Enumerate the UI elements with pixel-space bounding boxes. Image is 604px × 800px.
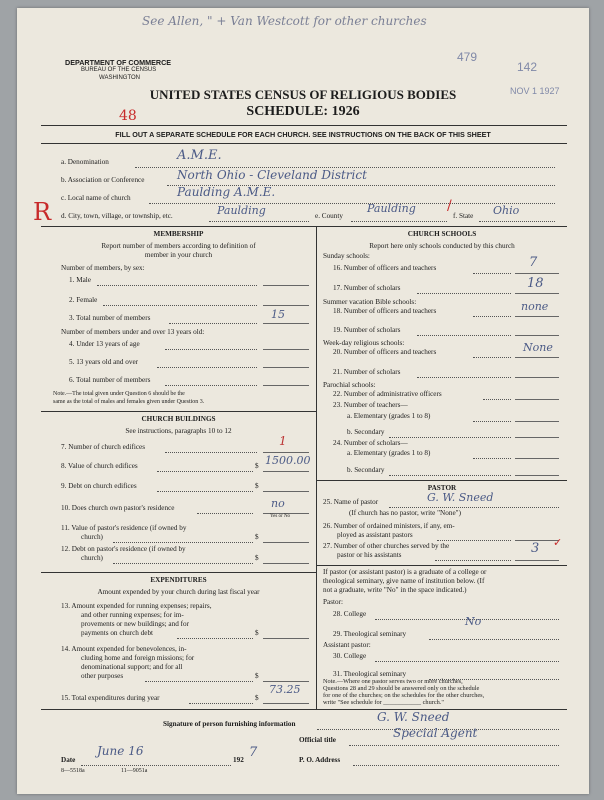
q25-value[interactable]: G. W. Sneed bbox=[427, 491, 494, 504]
official-title-label: Official title bbox=[299, 736, 336, 744]
q22-label: 22. Number of administrative officers bbox=[333, 390, 442, 398]
q3-total-value[interactable]: 15 bbox=[271, 308, 285, 321]
pastor-note-2: Questions 28 and 29 should be answered only on the schedule bbox=[323, 685, 480, 692]
q25-label: 25. Name of pastor bbox=[323, 498, 379, 506]
q7-edifices-label: 7. Number of church edifices bbox=[61, 443, 146, 451]
q11-label-1: 11. Value of pastor's residence (if owned by bbox=[61, 524, 187, 532]
q29-label: 29. Theological seminary bbox=[333, 630, 407, 638]
number-142: 142 bbox=[517, 60, 538, 74]
bureau-name: BUREAU OF THE CENSUS bbox=[81, 67, 157, 73]
q12-label-2: church) bbox=[81, 554, 103, 562]
department-name: DEPARTMENT OF COMMERCE bbox=[65, 58, 172, 67]
q16-label: 16. Number of officers and teachers bbox=[333, 264, 437, 272]
denomination-label: a. Denomination bbox=[61, 158, 109, 166]
form-title: UNITED STATES CENSUS OF RELIGIOUS BODIES bbox=[149, 87, 457, 102]
form-subtitle: SCHEDULE: 1926 bbox=[246, 104, 360, 119]
date-received-stamp: NOV 1 1927 bbox=[510, 86, 560, 96]
county-label: e. County bbox=[315, 212, 343, 220]
q24-label: 24. Number of scholars— bbox=[333, 439, 408, 447]
graduate-instruction-2: theological seminary, give name of institution below. (If bbox=[323, 577, 485, 585]
expenditures-intro: Amount expended by your church during last fiscal year bbox=[97, 588, 260, 596]
number-479: 479 bbox=[457, 50, 478, 64]
schools-heading: CHURCH SCHOOLS bbox=[407, 230, 477, 238]
q23-label: 23. Number of teachers— bbox=[333, 401, 408, 409]
county-value[interactable]: Paulding bbox=[367, 202, 416, 215]
schools-intro: Report here only schools conducted by this church bbox=[369, 242, 515, 250]
official-title-value[interactable]: Special Agent bbox=[393, 726, 478, 740]
q10-residence-label: 10. Does church own pastor's residence bbox=[61, 504, 175, 512]
year-digit[interactable]: 7 bbox=[249, 745, 258, 760]
top-scribble-note: See Allen, " + Van Westcott for other churches bbox=[142, 14, 427, 28]
q14-label-2: cluding home and foreign missions; for bbox=[81, 654, 195, 662]
form-code-2: 11—9051a bbox=[121, 768, 148, 774]
q1-male-label: 1. Male bbox=[69, 276, 91, 284]
q12-label-1: 12. Debt on pastor's residence (if owned by bbox=[61, 545, 186, 553]
q31-label: 31. Theological seminary bbox=[333, 670, 407, 678]
city-value[interactable]: Paulding bbox=[217, 204, 266, 217]
weekday-schools-label: Week-day religious schools: bbox=[323, 339, 405, 347]
q14-label-1: 14. Amount expended for benevolences, in- bbox=[61, 645, 187, 653]
membership-intro-1: Report number of members according to definition of bbox=[101, 242, 256, 250]
pastor-note-4: write "See schedule for ____________ church." bbox=[323, 699, 444, 706]
po-address-label: P. O. Address bbox=[299, 756, 341, 764]
membership-intro-2: member in your church bbox=[144, 251, 213, 259]
q26-label-1: 26. Number of ordained ministers, if any, em- bbox=[323, 522, 455, 530]
q17-value[interactable]: 18 bbox=[527, 276, 544, 291]
form-code-1: 8—5518a bbox=[61, 768, 85, 774]
q29-value[interactable]: No bbox=[465, 615, 482, 628]
yes-no-hint: Yes or No bbox=[270, 514, 291, 519]
city-name: WASHINGTON bbox=[99, 75, 141, 81]
date-value[interactable]: June 16 bbox=[97, 744, 144, 758]
q9-debt-label: 9. Debt on church edifices bbox=[61, 482, 137, 490]
q24a-label: a. Elementary (grades 1 to 8) bbox=[347, 449, 431, 457]
q10-residence-value[interactable]: no bbox=[271, 497, 285, 510]
association-label: b. Association or Conference bbox=[61, 176, 145, 184]
q23a-label: a. Elementary (grades 1 to 8) bbox=[347, 412, 431, 420]
q30-label: 30. College bbox=[333, 652, 367, 660]
q13-label-4: payments on church debt bbox=[81, 629, 154, 637]
q13-label-2: and other running expenses; for im- bbox=[81, 611, 184, 619]
q11-label-2: church) bbox=[81, 533, 103, 541]
q18-value[interactable]: none bbox=[521, 300, 549, 313]
q19-label: 19. Number of scholars bbox=[333, 326, 401, 334]
q18-label: 18. Number of officers and teachers bbox=[333, 307, 437, 315]
q25-note: (If church has no pastor, write "None") bbox=[349, 509, 461, 517]
members-by-age-label: Number of members under and over 13 years old: bbox=[61, 328, 205, 336]
q26-label-2: ployed as assistant pastors bbox=[337, 531, 413, 539]
q15-total-label: 15. Total expenditures during year bbox=[61, 694, 160, 702]
city-label: d. City, town, village, or township, etc. bbox=[61, 212, 173, 220]
signature-label: Signature of person furnishing information bbox=[163, 720, 296, 728]
q6-total-label: 6. Total number of members bbox=[69, 376, 151, 384]
q27-label-1: 27. Number of other churches served by the bbox=[323, 542, 450, 550]
q23b-label: b. Secondary bbox=[347, 428, 385, 436]
q4-under13-label: 4. Under 13 years of age bbox=[69, 340, 140, 348]
q13-label-3: provements or new buildings; and for bbox=[81, 620, 189, 628]
pastor-heading: PASTOR bbox=[427, 484, 457, 492]
q27-value[interactable]: 3 bbox=[531, 541, 540, 556]
assistant-subheading: Assistant pastor: bbox=[323, 641, 371, 649]
q8-value-value[interactable]: 1500.00 bbox=[265, 454, 311, 467]
summer-schools-label: Summer vacation Bible schools: bbox=[323, 298, 417, 306]
q27-label-2: pastor or his assistants bbox=[337, 551, 402, 559]
denomination-value[interactable]: A.M.E. bbox=[177, 148, 222, 163]
q15-total-value[interactable]: 73.25 bbox=[269, 683, 301, 696]
red-letter-r: R bbox=[33, 198, 52, 226]
graduate-instruction-1: If pastor (or assistant pastor) is a graduate of a college or bbox=[323, 568, 487, 576]
date-label: Date bbox=[61, 756, 76, 764]
parochial-schools-label: Parochial schools: bbox=[323, 381, 376, 389]
q20-value[interactable]: None bbox=[523, 341, 553, 354]
association-value[interactable]: North Ohio - Cleveland District bbox=[177, 168, 367, 182]
q14-label-3: denominational support; and for all bbox=[81, 663, 183, 671]
buildings-heading: CHURCH BUILDINGS bbox=[141, 415, 216, 423]
q24b-label: b. Secondary bbox=[347, 466, 385, 474]
q14-label-4: other purposes bbox=[81, 672, 124, 680]
q5-over13-label: 5. 13 years old and over bbox=[69, 358, 139, 366]
local-name-label: c. Local name of church bbox=[61, 194, 131, 202]
membership-note-1: Note.—The total given under Question 6 should be the bbox=[53, 391, 185, 397]
q21-label: 21. Number of scholars bbox=[333, 368, 401, 376]
graduate-instruction-3: not a graduate, write "No" in the space indicated.) bbox=[323, 586, 467, 594]
q8-value-label: 8. Value of church edifices bbox=[61, 462, 138, 470]
state-label: f. State bbox=[453, 212, 474, 220]
local-name-value[interactable]: Paulding A.M.E. bbox=[177, 185, 276, 199]
membership-heading: MEMBERSHIP bbox=[153, 230, 204, 238]
q2-female-label: 2. Female bbox=[69, 296, 98, 304]
census-schedule-sheet: See Allen, " + Van Westcott for other churches 479 142 NOV 1 1927 48 R DEPARTMENT OF COMMERCE BUREAU OF THE CENSUS WASHINGTON UNITED STATES CENSUS OF RELIGIOUS BODIES SCHEDULE: 1926 FILL OUT A SEPARATE SCHEDULE FOR EACH CHURCH. SEE INSTRUCTIONS ON THE BACK OF THIS SHEET a. Denomination A.M.E. b. Association or Conference North Ohio - Cleveland District c. Local name of church Paulding A.M.E. d. City, town, village, or township, etc. Paulding e. County Paulding / f. State Ohio MEMBERSHIP Report number of members according to definition of member in your church Number of members, by sex: 1. Male 2. Female 3. Total number of members 15 Number of members under and over 13 years old: 4. Under 13 years of age 5. 13 years old and over 6. Total number of members Note.—The total given under Question 6 should be the same as the total of males and females given under Question 3. CHURCH BUILDINGS See instructions, paragraphs 10 to 12 7. Number of church edifices 1 8. Value of church edifices $ 1500.00 9. Debt on church edifices $ 10. Does church own pastor's residence no Yes or No 11. Value of pastor's residence (if owned by church) $ 12. Debt on pastor's residence (if owned by church) $ EXPENDITURES Amount expended by your church during last fiscal year 13. Amount expended for running expenses; repairs, and other running expenses; for im- provements or new buildings; and for payments on church debt $ 14. Amount expended for benevolences, in- cluding home and foreign missions; for denominational support; and for all other purposes $ 15. Total expenditures during year $ 73.25 CHURCH SCHOOLS Report here only schools conducted by this church Sunday schools: 16. Number of officers and teachers 7 17. Number of scholars 18 Summer vacation Bible schools: 18. Number of officers and teachers none 19. Number of scholars Week-day religious schools: 20. Number of officers and teachers None 21. Number of scholars Parochial schools: 22. Number of administrative officers 23. Number of teachers— a. Elementary (grades 1 to 8) b. Secondary 24. Number of scholars— a. Elementary (grades 1 to 8) b. Secondary PASTOR 25. Name of pastor G. W. Sneed (If church has no pastor, write "None") 26. Number of ordained ministers, if any, em- ployed as assistant pastors 27. Number of other churches served by the pastor or his assistants 3 ✓ If pastor (or assistant pastor) is a graduate of a college or theological seminary, give name of institution below. (If not a graduate, write "No" in the space indicated.) Pastor: 28. College 29. Theological seminary No Assistant pastor: 30. College 31. Theological seminary Note.—Where one pastor serves two or more churches, Questions 28 and 29 should be answered only on the schedule for one of the churches; on the schedules for the other churches, write "See schedule for ____________ church." Signature of person furnishing information G. W. Sneed Official title Special Agent Date June 16 192 7 P. O. Address 8—5518a 11—9051a bbox=[17, 8, 589, 794]
signature-value[interactable]: G. W. Sneed bbox=[377, 710, 450, 724]
members-by-sex-label: Number of members, by sex: bbox=[61, 264, 145, 272]
q7-edifices-value[interactable]: 1 bbox=[279, 434, 287, 448]
state-value[interactable]: Ohio bbox=[493, 204, 520, 217]
buildings-intro: See instructions, paragraphs 10 to 12 bbox=[125, 427, 232, 435]
pastor-subheading: Pastor: bbox=[323, 598, 343, 606]
q20-label: 20. Number of officers and teachers bbox=[333, 348, 437, 356]
expenditures-heading: EXPENDITURES bbox=[150, 576, 207, 584]
q17-label: 17. Number of scholars bbox=[333, 284, 401, 292]
sunday-schools-label: Sunday schools: bbox=[323, 252, 370, 260]
q13-label-1: 13. Amount expended for running expenses; repairs, bbox=[61, 602, 212, 610]
pastor-note-3: for one of the churches; on the schedules for the other churches, bbox=[323, 692, 485, 699]
pastor-note-1: Note.—Where one pastor serves two or more churches, bbox=[323, 678, 463, 685]
year-prefix: 192 bbox=[233, 756, 244, 764]
q28-label: 28. College bbox=[333, 610, 367, 618]
q3-total-label: 3. Total number of members bbox=[69, 314, 151, 322]
membership-note-2: same as the total of males and females given under Question 3. bbox=[53, 399, 205, 405]
form-instruction: FILL OUT A SEPARATE SCHEDULE FOR EACH CHURCH. SEE INSTRUCTIONS ON THE BACK OF THIS SHEET bbox=[115, 130, 491, 139]
q16-value[interactable]: 7 bbox=[529, 255, 538, 270]
red-number-48: 48 bbox=[119, 108, 137, 124]
